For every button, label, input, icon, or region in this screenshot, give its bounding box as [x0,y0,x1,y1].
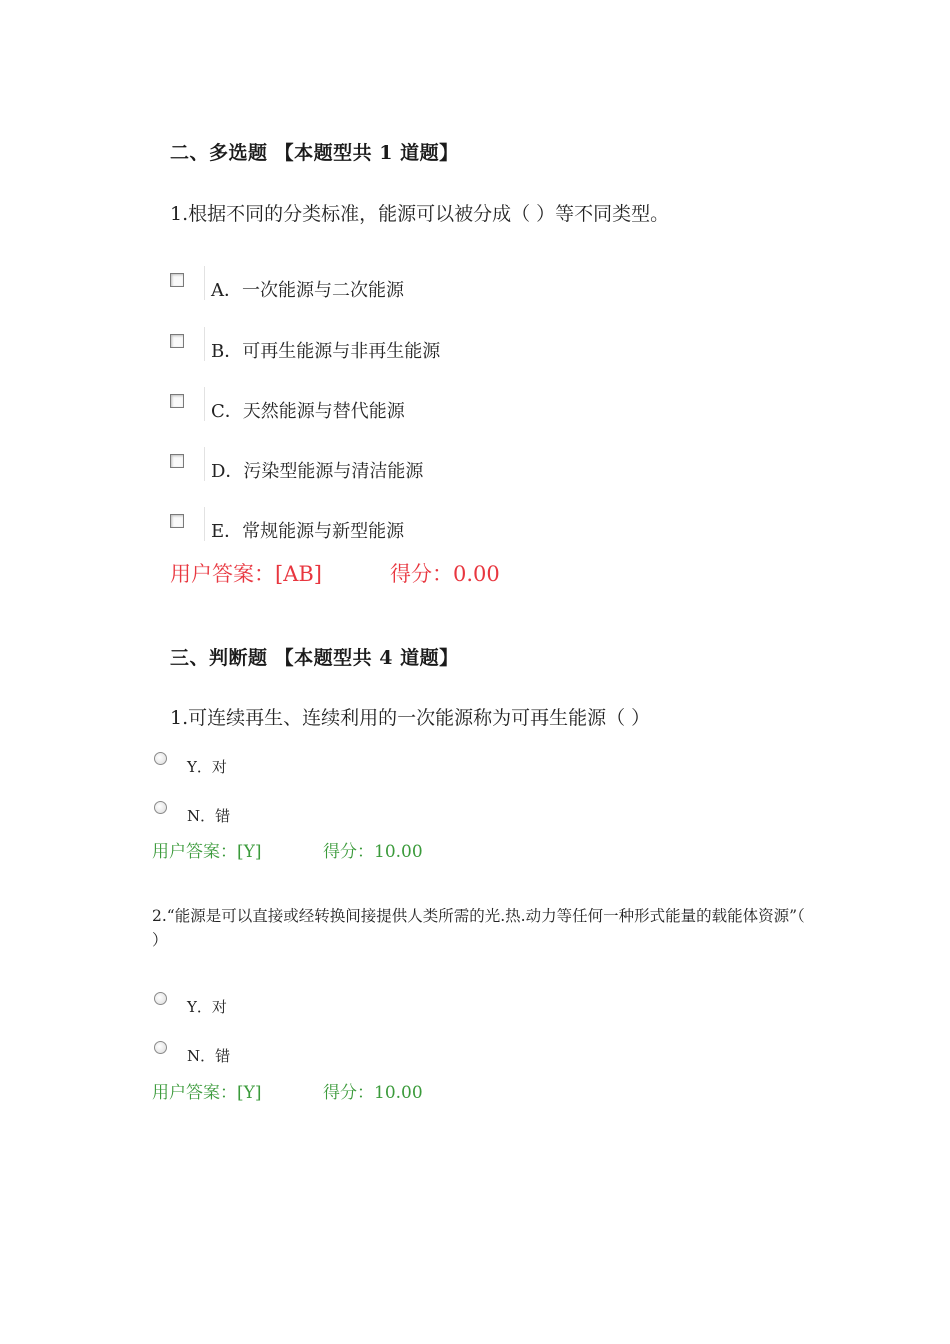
score: 得分：0.00 [390,562,500,586]
option-y[interactable] [154,752,227,777]
score: 得分：10.00 [323,842,423,862]
radio-icon[interactable] [154,1041,167,1054]
option-c[interactable] [170,387,405,423]
radio-icon[interactable] [154,801,167,814]
option-y[interactable] [154,992,227,1017]
option-label: N．错 [187,807,231,825]
checkbox-icon[interactable] [170,394,184,408]
option-divider [204,266,205,300]
checkbox-icon[interactable] [170,334,184,348]
option-divider [204,387,205,421]
question-text: 2.“能源是可以直接或经转换间接提供人类所需的光.热.动力等任何一种形式能量的载能体资源”（ ） [152,907,805,949]
option-label: D．污染型能源与清洁能源 [211,461,424,482]
option-d[interactable] [170,447,423,483]
option-label: E．常规能源与新型能源 [211,521,405,542]
user-answer: 用户答案：[Y] [152,842,262,862]
checkbox-icon[interactable] [170,454,184,468]
user-answer: 用户答案：[AB] [170,562,322,586]
option-label: N．错 [187,1047,231,1065]
checkbox-icon[interactable] [170,273,184,287]
checkbox-icon[interactable] [170,514,184,528]
option-divider [204,507,205,541]
section-title-judge: 三、判断题 【本题型共 4 道题】 [170,647,459,669]
radio-icon[interactable] [154,992,167,1005]
question-text: 1.根据不同的分类标准，能源可以被分成（ ）等不同类型。 [170,203,670,225]
option-label: B．可再生能源与非再生能源 [211,341,441,362]
option-label: C．天然能源与替代能源 [211,401,405,422]
radio-icon[interactable] [154,752,167,765]
question-text: 1.可连续再生、连续利用的一次能源称为可再生能源（ ） [170,707,651,729]
option-label: Y．对 [187,998,227,1016]
option-divider [204,447,205,481]
section-title-multi: 二、多选题 【本题型共 1 道题】 [170,142,459,164]
option-n[interactable] [154,1041,230,1066]
option-divider [204,327,205,361]
option-e[interactable] [170,507,404,543]
option-n[interactable] [154,801,230,826]
option-label: A．一次能源与二次能源 [211,280,404,301]
user-answer: 用户答案：[Y] [152,1083,262,1103]
option-label: Y．对 [187,758,227,776]
option-a[interactable] [170,266,404,302]
score: 得分：10.00 [323,1083,423,1103]
option-b[interactable] [170,327,440,363]
